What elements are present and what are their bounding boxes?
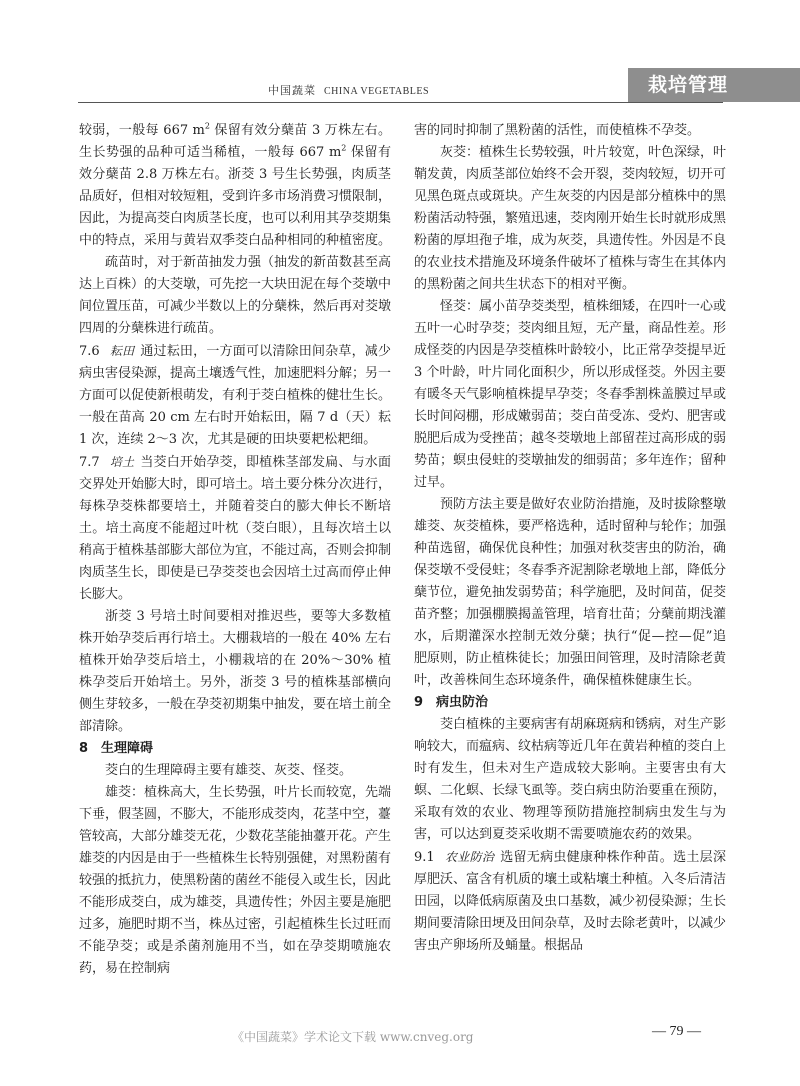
section-tab: 栽培管理 [628, 68, 800, 102]
right-column [414, 120, 726, 957]
section-heading-8: 8 生理障碍 [79, 741, 154, 756]
subsection-7-7: 7.7 培土 当茭白开始孕茭，即植株茎部发扁、与水面交界处开始膨大时，即可培土。培土要分株分次进行，每株孕茭株都要培土，并随着茭白的膨大伸长不断培土。培土高度不能超过叶枕（茭白眼），且每次培土以稍高于植株基部膨大部位为宜，不能过高，否则会抑制肉质茎生长，即使是已孕茭茭也会因培土过高而停止伸长膨大。 [79, 455, 392, 602]
footer-download-note: 《中国蔬菜》学术论文下载 www.cnveg.org [232, 1030, 474, 1044]
paragraph: 浙茭 3 号培土时间要相对推迟些，要等大多数植株开始孕茭后再行培土。大棚栽培的一般在 40% 左右植株开始孕茭后培土，小棚栽培的在 20%～30% 植株孕茭后开始培土。另外，浙茭 3 号的植株基部横向侧生芽较多，一般在孕茭初期集中抽发，要在培土前全部清除。 [79, 609, 392, 734]
subsection-keyword: 耘田 [109, 344, 135, 358]
journal-header [268, 82, 429, 98]
paragraph: 雄茭：植株高大，生长势强，叶片长而较宽，先端下垂，假茎圆，不膨大，不能形成茭肉，花茎中空，薹管较高，大部分雄茭无花，少数花茎能抽薹开花。产生雄茭的内因是由于一些植株生长特别强健，对黑粉菌有较强的抵抗力，使黑粉菌的菌丝不能侵入或生长，因此不能形成茭白，成为雄茭，具遗传性；外因主要是施肥过多，施肥时期不当，株丛过密，引起植株生长过旺而不能孕茭；或是杀菌剂施用不当，如在孕茭期喷施农药，易在控制病 [79, 785, 392, 976]
journal-name-en: CHINA VEGETABLES [324, 86, 430, 97]
paragraph: 茭白的生理障碍主要有雄茭、灰茭、怪茭。 [105, 763, 353, 778]
section-heading-9: 9 病虫防治 [414, 695, 489, 710]
paragraph: 怪茭：属小苗孕茭类型，植株细矮，在四叶一心或五叶一心时孕茭；茭肉细且短，无产量，商品性差。形成怪茭的内因是孕茭植株叶龄较小，比正常孕茭提早近 3 个叶龄，叶片同化面积少，所以形成怪茭。外因主要有暖冬天气影响植株提早孕茭；冬春季割株盖膜过早或长时间闷棚，形成嫩弱苗；茭白苗受冻、受灼、肥害或脱肥后成为受挫苗；越冬茭墩地上部留茬过高形成的弱势苗；螟虫侵蛀的茭墩抽发的细弱苗；多年连作；留种过早。 [414, 299, 727, 490]
subsection-9-1: 9.1 农业防治 选留无病虫健康种株作种苗。选土层深厚肥沃、富含有机质的壤土或粘壤土种植。入冬后清洁田园，以降低病原菌及虫口基数，减少初侵染源；生长期间要清除田埂及田间杂草，及时去除老黄叶，以减少害虫产卵场所及蛹量。根据品 [414, 850, 727, 953]
paragraph: 疏苗时，对于新苗抽发力强（抽发的新苗数甚至高达上百株）的大茭墩，可先挖一大块田泥在每个茭墩中间位置压苗，可减少半数以上的分蘖株，然后再对茭墩四周的分蘖株进行疏苗。 [79, 255, 392, 336]
paragraph: 较弱，一般每 667 $m^2$ 保留有效分蘖苗 3 万株左右。生长势强的品种可适当稀植，一般每 667 $m^2$ 保留有效分蘖苗 2.8 万株左右。浙茭 3 号生长势强，肉质茎品质好，但相对较短粗，受到许多市场消费习惯限制，因此，为提高茭白肉质茎长度，也可以利用其孕茭期集中的特点，采用与黄岩双季茭白品种相同的种植密度。 [79, 121, 392, 248]
subsection-7-6: 7.6 耘田 通过耘田，一方面可以清除田间杂草，减少病虫害侵染源，提高土壤透气性，加速肥料分解；另一方面可以促使新根萌发，有利于茭白植株的健壮生长。一般在苗高 20 cm 左右时开始耘田，隔 7 d（天）耘 1 次，连续 2～3 次，尤其是硬的田块要耙松耙细。 [79, 344, 392, 447]
subsection-keyword: 培土 [109, 455, 135, 469]
paragraph: 预防方法主要是做好农业防治措施，及时拔除整墩雄茭、灰茭植株，要严格选种，适时留种与轮作；加强种苗选留，确保优良种性；加强对秋茭害虫的防治，确保茭墩不受侵蛀；冬春季齐泥割除老墩地上部，降低分蘖节位，避免抽发弱势苗；科学施肥，及时间苗，促茭苗齐整；加强棚膜揭盖管理，培育壮苗；分蘖前期浅灌水，后期灌深水控制无效分蘖；执行“促—控—促”追肥原则，防止植株徒长；加强田间管理，及时清除老黄叶，改善株间生态环境条件，确保植株健康生长。 [414, 497, 727, 688]
header-divider [78, 102, 723, 103]
left-column [79, 120, 391, 980]
page-number: — 79 — [652, 1024, 701, 1039]
subsection-keyword: 农业防治 [444, 850, 495, 864]
paragraph: 害的同时抑制了黑粉菌的活性，而使植株不孕茭。 [414, 123, 701, 138]
journal-name-cn: 中国蔬菜 [268, 84, 316, 97]
paragraph: 灰茭：植株生长势较强，叶片较宽，叶色深绿，叶鞘发黄，肉质茎部位始终不会开裂，茭肉较短，切开可见黑色斑点或斑块。产生灰茭的内因是部分植株中的黑粉菌活动特强，繁殖迅速，茭肉刚开始生长时就形成黑粉菌的厚坦孢子堆，成为灰茭，具遗传性。外因是不良的农业技术措施及环境条件破坏了植株与寄生在其体内的黑粉菌之间共生状态下的相对平衡。 [414, 145, 727, 292]
paragraph: 茭白植株的主要病害有胡麻斑病和锈病，对生产影响较大，而瘟病、纹枯病等近几年在黄岩种植的茭白上时有发生，但未对生产造成较大影响。主要害虫有大螟、二化螟、长绿飞虱等。茭白病虫防治要重在预防，采取有效的农业、物理等预防措施控制病虫发生与为害，可以达到夏茭采收期不需要喷施农药的效果。 [414, 717, 727, 842]
